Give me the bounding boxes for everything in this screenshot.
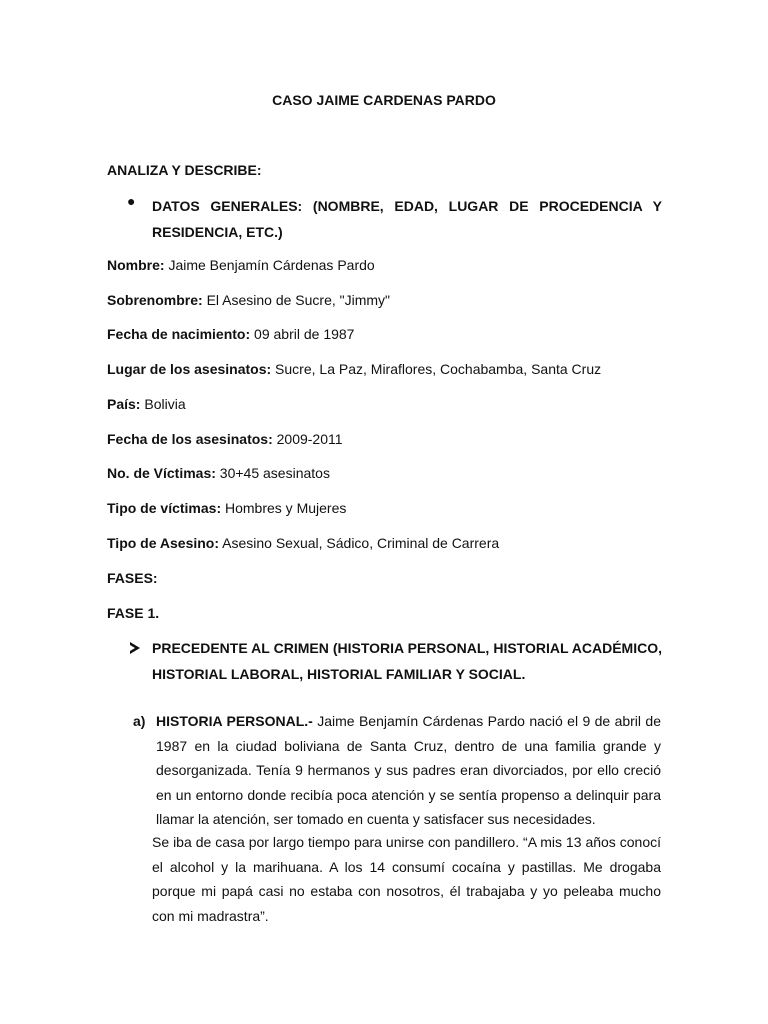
datos-generales-text: DATOS GENERALES: (NOMBRE, EDAD, LUGAR DE PROCEDENCIA Y RESIDENCIA, ETC.): [152, 198, 662, 240]
field-label: Nombre:: [107, 257, 165, 273]
field-pais: [107, 396, 186, 412]
analyze-heading: ANALIZA Y DESCRIBE:: [107, 162, 262, 178]
field-tipo-asesino: [107, 535, 499, 551]
historia-text: Jaime Benjamín Cárdenas Pardo nació el 9 de abril de 1987 en la ciudad boliviana de Santa Cruz, dentro de una familia grande y desorganizada. Tenía 9 hermanos y sus padres eran divorciados, por ello creció en un entorno donde recibía poca atención y se sentía propenso a delinquir para llamar la atención, ser tomado en cuenta y satisfacer sus necesidades.: [156, 713, 661, 827]
bullet-dot-icon: ●: [127, 193, 136, 209]
field-fecha-nacimiento: [107, 326, 354, 342]
historia-paragraph: [156, 709, 661, 832]
field-value: 09 abril de 1987: [250, 326, 355, 342]
datos-generales-bullet: [107, 193, 662, 245]
field-label: No. de Víctimas:: [107, 465, 216, 481]
field-sobrenombre: [107, 292, 390, 308]
field-value: Hombres y Mujeres: [221, 500, 347, 516]
field-tipo-victimas: [107, 500, 346, 516]
field-fecha-asesinatos: [107, 431, 343, 447]
field-value: 2009-2011: [272, 431, 343, 447]
precedente-text: PRECEDENTE AL CRIMEN (HISTORIA PERSONAL, HISTORIAL ACADÉMICO, HISTORIAL LABORAL, HISTORIAL FAMILIAR Y SOCIAL.: [152, 640, 662, 682]
field-label: Fecha de los asesinatos:: [107, 431, 273, 447]
historia-marker: a): [133, 713, 146, 729]
document-title: CASO JAIME CARDENAS PARDO: [272, 92, 496, 108]
field-value: Bolivia: [140, 396, 186, 412]
field-value: Jaime Benjamín Cárdenas Pardo: [164, 257, 375, 273]
field-victimas: [107, 465, 330, 481]
historia-label: HISTORIA PERSONAL.-: [156, 713, 313, 729]
fase1-heading: FASE 1.: [107, 605, 160, 621]
precedente-bullet: [107, 635, 662, 687]
field-label: Tipo de víctimas:: [107, 500, 222, 516]
field-label: País:: [107, 396, 141, 412]
field-value: Asesino Sexual, Sádico, Criminal de Carrera: [219, 535, 500, 551]
field-label: Sobrenombre:: [107, 292, 203, 308]
field-nombre: [107, 257, 375, 273]
field-label: Fecha de nacimiento:: [107, 326, 251, 342]
field-value: 30+45 asesinatos: [215, 465, 330, 481]
field-label: Lugar de los asesinatos:: [107, 361, 272, 377]
historia-paragraph-2: Se iba de casa por largo tiempo para unirse con pandillero. “A mis 13 años conocí el alcohol y la marihuana. A los 14 consumí cocaína y pastillas. Me drogaba porque mi papá casi no estaba con nosotros, él trabajaba y yo peleaba mucho con mi madrastra”.: [152, 834, 661, 924]
field-label: Tipo de Asesino:: [107, 535, 220, 551]
fases-heading: FASES:: [107, 570, 158, 586]
field-value: El Asesino de Sucre, "Jimmy": [202, 292, 391, 308]
field-value: Sucre, La Paz, Miraflores, Cochabamba, Santa Cruz: [271, 361, 602, 377]
field-lugar-asesinatos: [107, 361, 601, 377]
